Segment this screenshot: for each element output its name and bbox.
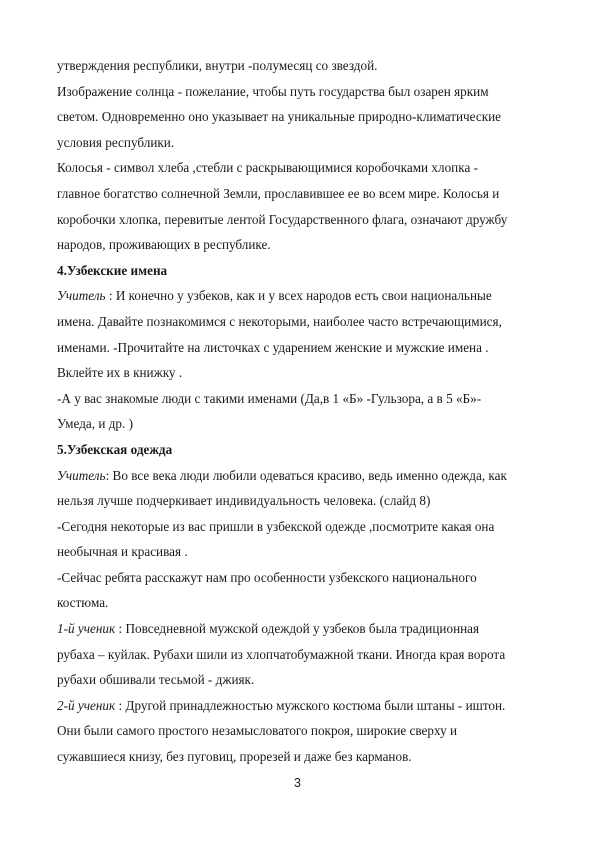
paragraph-sun (57, 79, 555, 156)
text-line: -Сейчас ребята расскажут нам про особенности узбекского национального (57, 569, 477, 585)
text-run: : Во все века люди любили одеваться красиво, ведь именно одежда, как (105, 467, 507, 483)
text-line: Вклейте их в книжку . (57, 365, 183, 381)
speaker-label: Учитель (57, 467, 106, 483)
text-line: главное богатство солнечной Земли, прославившее ее во всем мире. Колосья и (57, 185, 500, 201)
section-heading-names (57, 258, 555, 284)
paragraph-teacher-clothing (57, 463, 555, 514)
text-line: Изображение солнца - пожелание, чтобы путь государства был озарен ярким (57, 83, 489, 99)
text-line: -А у вас знакомые люди с такими именами (Да,в 1 «Б» -Гульзора, а в 5 «Б»- (57, 390, 482, 406)
paragraph-today (57, 514, 555, 565)
text-line: Они были самого простого незамысловатого покроя, широкие сверху и (57, 723, 458, 739)
text-run: : И конечно у узбеков, как и у всех народов есть свои национальные (105, 288, 492, 304)
text-line: народов, проживающих в республике. (57, 237, 271, 253)
paragraph-question (57, 386, 555, 437)
heading-number: 5. (57, 441, 67, 457)
speaker-label: 2-й ученик (57, 697, 116, 713)
text-line: костюма. (57, 595, 109, 611)
text-line: -Сегодня некоторые из вас пришли в узбекской одежде ,посмотрите какая она (57, 518, 495, 534)
text-line: коробочки хлопка, перевитые лентой Государственного флага, означают дружбу (57, 211, 508, 227)
text-line: именами. -Прочитайте на листочках с ударением женские и мужские имена . (57, 339, 489, 355)
heading-number: 4. (57, 262, 67, 278)
text-line: нельзя лучше подчеркивает индивидуальность человека. (слайд 8) (57, 493, 431, 509)
text-line: имена. Давайте познакомимся с некоторыми, наиболее часто встречающимися, (57, 313, 502, 329)
text-line: светом. Одновременно оно указывает на уникальные природно-климатические (57, 109, 502, 125)
text-line: рубахи обшивали тесьмой - джияк. (57, 672, 255, 688)
text-line: сужавшиеся книзу, без пуговиц, прорезей и даже без карманов. (57, 749, 412, 765)
speaker-label: 1-й ученик (57, 621, 116, 637)
text-line (57, 463, 555, 489)
text-line: рубаха – куйлак. Рубахи шили из хлопчатобумажной ткани. Иногда края ворота (57, 646, 506, 662)
paragraph-student-2 (57, 693, 555, 770)
text-line (57, 693, 555, 719)
paragraph-now (57, 565, 555, 616)
text-line (57, 616, 555, 642)
text-line: утверждения республики, внутри -полумесяц со звездой. (57, 58, 378, 73)
speaker-label: Учитель (57, 288, 106, 304)
text-run: : Другой принадлежностью мужского костюма были штаны - иштон. (115, 697, 506, 713)
text-line: условия республики. (57, 134, 175, 150)
text-line: Умеда, и др. ) (57, 416, 134, 432)
paragraph-student-1 (57, 616, 555, 693)
heading-title: Узбекская одежда (66, 441, 173, 457)
paragraph-teacher-names (57, 283, 555, 385)
text-line (57, 283, 555, 309)
text-line: Колосья - символ хлеба ,стебли с раскрывающимися коробочками хлопка - (57, 160, 478, 176)
section-heading-clothing (57, 437, 555, 463)
paragraph-ears (57, 155, 555, 257)
heading-title: Узбекские имена (66, 262, 168, 278)
text-line: необычная и красивая . (57, 544, 188, 560)
page-number: 3 (294, 776, 301, 790)
text-run: : Повседневной мужской одеждой у узбеков была традиционная (115, 621, 480, 637)
paragraph-emblem-end (57, 53, 555, 79)
